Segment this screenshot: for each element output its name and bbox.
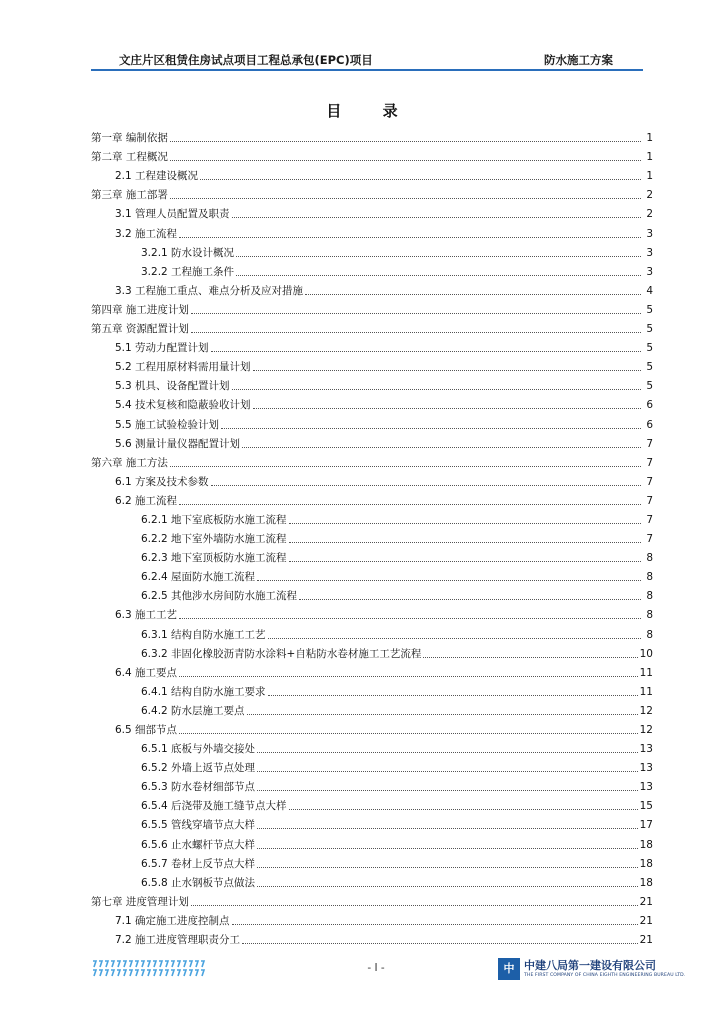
toc-entry-title: 3.2.2 工程施工条件 bbox=[141, 265, 235, 278]
toc-entry-title: 第一章 编制依据 bbox=[91, 132, 168, 145]
toc-leader-dots bbox=[170, 466, 641, 467]
toc-entry-title: 6.5.1 底板与外墙交接处 bbox=[141, 743, 256, 756]
toc-entry-title: 6.3.2 非固化橡胶沥青防水涂料+自粘防水卷材施工工艺流程 bbox=[141, 647, 422, 660]
toc-entry-title: 5.3 机具、设备配置计划 bbox=[115, 380, 230, 393]
toc-leader-dots bbox=[236, 275, 641, 276]
toc-entry[interactable] bbox=[91, 813, 653, 832]
toc-leader-dots bbox=[200, 179, 641, 180]
toc-entry-page: 3 bbox=[646, 265, 653, 278]
toc-entry[interactable] bbox=[91, 832, 653, 851]
toc-entry-title: 6.3.1 结构自防水施工工艺 bbox=[141, 628, 266, 641]
table-of-contents bbox=[91, 126, 653, 947]
toc-leader-dots bbox=[247, 714, 638, 715]
toc-entry[interactable] bbox=[91, 451, 653, 470]
toc-leader-dots bbox=[232, 389, 641, 390]
toc-entry[interactable] bbox=[91, 622, 653, 641]
toc-leader-dots bbox=[423, 657, 637, 658]
toc-entry[interactable] bbox=[91, 432, 653, 451]
toc-leader-dots bbox=[289, 542, 641, 543]
toc-entry-title: 6.4.1 结构自防水施工要求 bbox=[141, 685, 266, 698]
toc-entry-page: 8 bbox=[646, 571, 653, 584]
toc-entry-title: 5.2 工程用原材料需用量计划 bbox=[115, 361, 251, 374]
toc-entry[interactable] bbox=[91, 775, 653, 794]
toc-leader-dots bbox=[257, 848, 638, 849]
toc-entry-page: 18 bbox=[639, 857, 653, 870]
toc-entry-title: 6.5.3 防水卷材细部节点 bbox=[141, 781, 256, 794]
toc-leader-dots bbox=[236, 256, 641, 257]
toc-leader-dots bbox=[170, 141, 641, 142]
toc-leader-dots bbox=[289, 523, 641, 524]
toc-leader-dots bbox=[170, 198, 641, 199]
page-header bbox=[91, 52, 643, 70]
toc-entry-page: 7 bbox=[646, 494, 653, 507]
toc-entry-page: 6 bbox=[646, 399, 653, 412]
toc-entry-title: 6.1 方案及技术参数 bbox=[115, 475, 209, 488]
toc-entry[interactable] bbox=[91, 374, 653, 393]
toc-leader-dots bbox=[257, 580, 641, 581]
toc-entry-page: 3 bbox=[646, 246, 653, 259]
toc-leader-dots bbox=[191, 905, 638, 906]
toc-leader-dots bbox=[253, 370, 641, 371]
toc-entry-page: 8 bbox=[646, 609, 653, 622]
toc-entry[interactable] bbox=[91, 470, 653, 489]
toc-entry[interactable] bbox=[91, 527, 653, 546]
toc-entry-page: 2 bbox=[646, 208, 653, 221]
toc-entry-title: 6.4 施工要点 bbox=[115, 666, 178, 679]
page-footer bbox=[91, 954, 686, 994]
toc-entry-page: 7 bbox=[646, 513, 653, 526]
page-number: - I - bbox=[367, 962, 385, 974]
toc-entry[interactable] bbox=[91, 336, 653, 355]
toc-entry-page: 13 bbox=[639, 762, 653, 775]
project-title: 文庄片区租赁住房试点项目工程总承包(EPC)项目 bbox=[119, 53, 373, 67]
toc-entry-title: 6.5 细部节点 bbox=[115, 724, 178, 736]
toc-entry-page: 1 bbox=[646, 132, 653, 145]
toc-entry[interactable] bbox=[91, 737, 653, 756]
toc-entry-page: 11 bbox=[639, 685, 653, 698]
toc-entry[interactable] bbox=[91, 241, 653, 260]
toc-leader-dots bbox=[257, 886, 638, 887]
toc-entry-title: 5.5 施工试验检验计划 bbox=[115, 418, 220, 431]
toc-entry-title: 6.3 施工工艺 bbox=[115, 609, 178, 622]
toc-entry[interactable] bbox=[91, 661, 653, 680]
toc-entry-page: 5 bbox=[646, 323, 653, 336]
toc-leader-dots bbox=[257, 752, 638, 753]
toc-leader-dots bbox=[179, 618, 641, 619]
toc-leader-dots bbox=[257, 828, 638, 829]
toc-entry-page: 8 bbox=[646, 628, 653, 641]
toc-entry-page: 12 bbox=[639, 724, 653, 736]
toc-entry[interactable] bbox=[91, 890, 653, 909]
toc-entry[interactable] bbox=[91, 852, 653, 871]
toc-entry-title: 5.4 技术复核和隐蔽验收计划 bbox=[115, 399, 251, 412]
toc-leader-dots bbox=[253, 408, 641, 409]
toc-entry-page: 13 bbox=[639, 781, 653, 794]
toc-entry-page: 18 bbox=[639, 876, 653, 889]
toc-entry-title: 第五章 资源配置计划 bbox=[91, 323, 189, 336]
toc-entry-title: 5.1 劳动力配置计划 bbox=[115, 342, 209, 355]
toc-entry[interactable] bbox=[91, 260, 653, 279]
toc-entry[interactable] bbox=[91, 584, 653, 603]
toc-entry-title: 3.3 工程施工重点、难点分析及应对措施 bbox=[115, 284, 304, 297]
toc-entry[interactable] bbox=[91, 298, 653, 317]
toc-entry-title: 6.2.1 地下室底板防水施工流程 bbox=[141, 513, 287, 526]
toc-entry-title: 7.1 确定施工进度控制点 bbox=[115, 914, 230, 927]
toc-leader-dots bbox=[242, 447, 641, 448]
toc-entry-page: 7 bbox=[646, 437, 653, 450]
toc-entry-page: 10 bbox=[639, 647, 653, 660]
toc-entry-title: 5.6 测量计量仪器配置计划 bbox=[115, 437, 241, 450]
toc-entry-title: 6.2.4 屋面防水施工流程 bbox=[141, 571, 256, 584]
toc-leader-dots bbox=[257, 790, 638, 791]
toc-entry[interactable] bbox=[91, 928, 653, 947]
toc-entry-title: 6.5.7 卷材上反节点大样 bbox=[141, 857, 256, 870]
toc-entry-page: 5 bbox=[646, 303, 653, 316]
toc-leader-dots bbox=[179, 237, 641, 238]
toc-entry-title: 3.2 施工流程 bbox=[115, 227, 178, 240]
toc-entry-title: 6.5.2 外墙上返节点处理 bbox=[141, 762, 256, 775]
toc-entry-page: 5 bbox=[646, 342, 653, 355]
toc-entry-title: 6.2.5 其他涉水房间防水施工流程 bbox=[141, 590, 298, 603]
company-name-en: THE FIRST COMPANY OF CHINA EIGHTH ENGINEERING BUREAU LTD. bbox=[524, 973, 686, 978]
toc-entry[interactable] bbox=[91, 412, 653, 431]
toc-entry-page: 13 bbox=[639, 743, 653, 756]
toc-leader-dots bbox=[211, 351, 641, 352]
toc-entry-title: 第七章 进度管理计划 bbox=[91, 895, 189, 908]
toc-entry-title: 6.2.2 地下室外墙防水施工流程 bbox=[141, 533, 287, 546]
toc-entry-title: 第三章 施工部署 bbox=[91, 189, 168, 202]
toc-entry-title: 3.1 管理人员配置及职责 bbox=[115, 208, 230, 221]
toc-leader-dots bbox=[289, 561, 641, 562]
toc-entry-page: 12 bbox=[639, 704, 653, 717]
toc-leader-dots bbox=[257, 867, 638, 868]
toc-entry-title: 6.5.5 管线穿墙节点大样 bbox=[141, 819, 256, 832]
toc-leader-dots bbox=[299, 599, 641, 600]
toc-leader-dots bbox=[268, 638, 641, 639]
toc-leader-dots bbox=[257, 771, 638, 772]
toc-leader-dots bbox=[232, 217, 641, 218]
toc-entry-page: 7 bbox=[646, 475, 653, 488]
toc-entry[interactable] bbox=[91, 393, 653, 412]
toc-leader-dots bbox=[305, 294, 641, 295]
toc-entry-page: 1 bbox=[646, 170, 653, 183]
toc-entry-page: 5 bbox=[646, 380, 653, 393]
toc-entry-page: 21 bbox=[639, 914, 653, 927]
toc-entry[interactable] bbox=[91, 718, 653, 737]
toc-leader-dots bbox=[191, 332, 641, 333]
toc-entry[interactable] bbox=[91, 909, 653, 928]
toc-entry[interactable] bbox=[91, 355, 653, 374]
toc-entry-page: 8 bbox=[646, 552, 653, 565]
toc-entry-page: 15 bbox=[639, 800, 653, 813]
toc-entry-page: 18 bbox=[639, 838, 653, 851]
toc-entry[interactable] bbox=[91, 221, 653, 240]
toc-entry-page: 11 bbox=[639, 666, 653, 679]
toc-entry-title: 第二章 工程概况 bbox=[91, 151, 168, 164]
toc-entry[interactable] bbox=[91, 699, 653, 718]
company-logo-icon: 中 bbox=[498, 958, 520, 980]
company-logo bbox=[498, 956, 686, 986]
toc-entry[interactable] bbox=[91, 871, 653, 890]
toc-entry[interactable] bbox=[91, 565, 653, 584]
toc-leader-dots bbox=[221, 428, 641, 429]
toc-entry-page: 6 bbox=[646, 418, 653, 431]
toc-entry[interactable] bbox=[91, 546, 653, 565]
toc-entry-page: 1 bbox=[646, 151, 653, 164]
toc-entry-page: 4 bbox=[646, 284, 653, 297]
toc-entry[interactable] bbox=[91, 126, 653, 145]
toc-entry[interactable] bbox=[91, 794, 653, 813]
toc-entry-title: 第四章 施工进度计划 bbox=[91, 303, 189, 316]
toc-entry-page: 2 bbox=[646, 189, 653, 202]
toc-entry-page: 8 bbox=[646, 590, 653, 603]
toc-entry-page: 5 bbox=[646, 361, 653, 374]
toc-leader-dots bbox=[170, 160, 641, 161]
toc-entry[interactable] bbox=[91, 279, 653, 298]
toc-entry-title: 2.1 工程建设概况 bbox=[115, 170, 199, 183]
toc-entry-title: 7.2 施工进度管理职责分工 bbox=[115, 934, 241, 947]
toc-entry-title: 6.5.4 后浇带及施工缝节点大样 bbox=[141, 800, 287, 813]
toc-entry[interactable] bbox=[91, 145, 653, 164]
toc-entry-page: 17 bbox=[639, 819, 653, 832]
toc-leader-dots bbox=[232, 924, 638, 925]
toc-entry[interactable] bbox=[91, 756, 653, 775]
toc-entry-page: 7 bbox=[646, 456, 653, 469]
toc-entry-page: 3 bbox=[646, 227, 653, 240]
toc-entry[interactable] bbox=[91, 183, 653, 202]
toc-leader-dots bbox=[179, 733, 638, 734]
toc-entry[interactable] bbox=[91, 489, 653, 508]
toc-entry[interactable] bbox=[91, 680, 653, 699]
toc-entry[interactable] bbox=[91, 603, 653, 622]
toc-entry[interactable] bbox=[91, 508, 653, 527]
toc-entry-page: 7 bbox=[646, 533, 653, 546]
toc-entry-title: 6.5.8 止水钢板节点做法 bbox=[141, 876, 256, 889]
toc-entry[interactable] bbox=[91, 317, 653, 336]
toc-entry-page: 21 bbox=[639, 934, 653, 947]
toc-entry-title: 3.2.1 防水设计概况 bbox=[141, 246, 235, 259]
toc-entry-page: 21 bbox=[639, 895, 653, 908]
toc-leader-dots bbox=[268, 695, 638, 696]
toc-entry-title: 6.5.6 止水螺杆节点大样 bbox=[141, 838, 256, 851]
company-name-cn: 中建八局第一建设有限公司 bbox=[524, 959, 656, 972]
toc-entry[interactable] bbox=[91, 642, 653, 661]
toc-entry[interactable] bbox=[91, 164, 653, 183]
toc-entry-title: 6.4.2 防水层施工要点 bbox=[141, 704, 245, 717]
toc-entry-title: 6.2 施工流程 bbox=[115, 494, 178, 507]
header-rule bbox=[91, 69, 643, 71]
document-title: 防水施工方案 bbox=[544, 53, 613, 67]
toc-leader-dots bbox=[242, 943, 638, 944]
toc-entry-title: 第六章 施工方法 bbox=[91, 456, 168, 469]
toc-leader-dots bbox=[211, 485, 641, 486]
toc-leader-dots bbox=[179, 676, 638, 677]
toc-leader-dots bbox=[289, 809, 638, 810]
toc-title: 目 录 bbox=[326, 102, 416, 120]
toc-entry[interactable] bbox=[91, 202, 653, 221]
toc-leader-dots bbox=[179, 504, 641, 505]
toc-leader-dots bbox=[191, 313, 641, 314]
toc-entry-title: 6.2.3 地下室顶板防水施工流程 bbox=[141, 552, 287, 565]
